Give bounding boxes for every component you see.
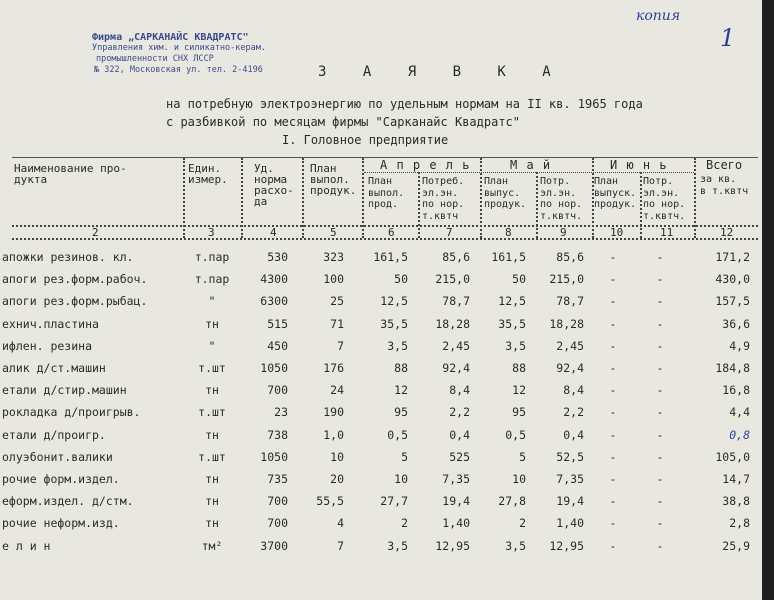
cell-unit: " (208, 294, 216, 309)
col-divider (640, 172, 642, 238)
cell-may-potr: 215,0 (549, 272, 584, 287)
cell-total: 105,0 (715, 449, 750, 464)
col-divider (302, 158, 304, 238)
cell-jun-plan: - (609, 449, 617, 464)
cell-name: олуэбонит.валики (2, 449, 113, 464)
header-apr-plan: План выпол. прод. (368, 176, 405, 210)
col-number: 11 (660, 226, 674, 239)
cell-unit: тн (205, 494, 219, 509)
cell-name: рочие форм.издел. (2, 472, 120, 486)
col-number: 2 (92, 226, 99, 239)
cell-total: 4,4 (729, 405, 750, 420)
cell-total: 4,9 (729, 338, 750, 353)
cell-apr-plan: 35,5 (380, 316, 408, 331)
page-number: 1 (720, 24, 736, 52)
cell-may-plan: 3,5 (505, 338, 526, 353)
cell-norm: 735 (267, 472, 288, 486)
cell-name: апожки резинов. кл. (2, 250, 134, 264)
cell-plan: 323 (323, 250, 344, 264)
cell-name: е л и н (2, 538, 51, 553)
cell-apr-plan: 161,5 (373, 250, 408, 264)
cell-name: ехнич.пластина (2, 316, 99, 331)
cell-name: рочие неформ.изд. (2, 516, 120, 531)
cell-may-plan: 12 (512, 383, 526, 398)
cell-norm: 738 (267, 427, 288, 442)
cell-jun-plan: - (609, 405, 617, 420)
stamp-line-4: № 322, Московская ул. тел. 2-4196 (94, 65, 263, 75)
cell-apr-plan: 3,5 (387, 338, 408, 353)
cell-apr-plan: 10 (394, 472, 408, 486)
col-number: 5 (330, 226, 337, 239)
cell-total: 157,5 (715, 294, 750, 309)
header-june: И ю н ь (610, 158, 668, 172)
col-number: 9 (560, 226, 567, 239)
cell-jun-plan: - (609, 516, 617, 531)
col-divider (536, 172, 538, 238)
cell-norm: 700 (267, 494, 288, 509)
cell-may-potr: 18,28 (549, 316, 584, 331)
cell-unit: т.шт (198, 361, 226, 375)
cell-may-plan: 10 (512, 472, 526, 486)
cell-plan: 24 (330, 383, 344, 398)
cell-plan: 25 (330, 294, 344, 309)
cell-jun-plan: - (609, 538, 617, 553)
header-plan: План выпол. продук. (310, 162, 357, 197)
cell-name: апоги рез.форм.рабоч. (2, 272, 148, 287)
cell-apr-potr: 2,2 (449, 405, 470, 420)
cell-apr-plan: 5 (401, 449, 408, 464)
cell-jun-plan: - (609, 494, 617, 509)
cell-jun-potr: - (656, 361, 664, 375)
cell-total: 430,0 (715, 272, 750, 287)
subtitle-line-2: с разбивкой по месяцам фирмы "Сарканайс Квадратс" (166, 115, 521, 129)
col-divider (183, 158, 185, 238)
col-number: 12 (720, 226, 734, 239)
cell-may-plan: 27,8 (498, 494, 526, 509)
cell-apr-plan: 88 (394, 361, 408, 375)
cell-name: ифлен. резина (2, 338, 93, 353)
cell-jun-plan: - (609, 427, 617, 442)
cell-jun-potr: - (656, 449, 664, 464)
cell-may-potr: 92,4 (556, 361, 584, 375)
cell-norm: 515 (267, 316, 288, 331)
cell-apr-potr: 7,35 (442, 472, 470, 486)
cell-name: алик д/ст.машин (2, 361, 106, 375)
header-name: Наименование про- дукта (14, 162, 127, 186)
cell-may-potr: 78,7 (556, 294, 584, 309)
cell-may-potr: 85,6 (556, 250, 584, 264)
cell-name: етали д/стир.машин (2, 383, 127, 398)
cell-norm: 1050 (260, 449, 288, 464)
cell-may-plan: 50 (512, 272, 526, 287)
cell-apr-potr: 215,0 (435, 272, 470, 287)
cell-total: 38,8 (722, 494, 750, 509)
cell-apr-plan: 3,5 (387, 538, 408, 553)
cell-jun-potr: - (656, 516, 664, 531)
cell-apr-potr: 0,4 (449, 427, 470, 442)
header-unit: Един. измер. (188, 162, 228, 186)
cell-jun-plan: - (609, 250, 617, 264)
header-may: М а й (510, 158, 552, 172)
cell-unit: тн (205, 427, 219, 442)
cell-may-plan: 3,5 (505, 538, 526, 553)
cell-may-plan: 0,5 (505, 427, 526, 442)
cell-apr-plan: 27,7 (380, 494, 408, 509)
cell-norm: 3700 (260, 538, 288, 553)
cell-norm: 450 (267, 338, 288, 353)
cell-may-potr: 2,2 (563, 405, 584, 420)
scan-edge (762, 0, 774, 600)
cell-may-potr: 52,5 (556, 449, 584, 464)
cell-total: 184,8 (715, 361, 750, 375)
cell-plan: 100 (323, 272, 344, 287)
col-number: 4 (270, 226, 277, 239)
cell-plan: 71 (330, 316, 344, 331)
cell-jun-potr: - (656, 494, 664, 509)
cell-unit: тн (205, 383, 219, 398)
cell-may-plan: 161,5 (491, 250, 526, 264)
header-may-potr: Потр. эл.эн. по нор. т.квтч. (540, 176, 583, 222)
cell-unit: т.пар (194, 250, 230, 264)
cell-apr-potr: 78,7 (442, 294, 470, 309)
cell-unit: т.шт (198, 405, 226, 420)
cell-may-plan: 95 (512, 405, 526, 420)
cell-jun-plan: - (609, 383, 617, 398)
header-apr-potr: Потреб. эл.эн. по нор. т.квтч (422, 176, 465, 222)
cell-plan: 7 (337, 338, 344, 353)
cell-jun-potr: - (656, 338, 664, 353)
col-divider (362, 158, 364, 238)
cell-jun-potr: - (656, 427, 664, 442)
cell-jun-plan: - (609, 338, 617, 353)
cell-total: 0,8 (729, 427, 750, 442)
cell-apr-plan: 95 (394, 405, 408, 420)
cell-unit: т.пар (194, 272, 230, 287)
cell-apr-potr: 18,28 (435, 316, 470, 331)
month-underline (364, 172, 694, 173)
cell-plan: 55,5 (316, 494, 344, 509)
cell-jun-potr: - (656, 383, 664, 398)
header-jun-plan: План выпуск. продук. (594, 176, 637, 210)
header-may-plan: План выпус. продук. (484, 176, 527, 210)
cell-total: 16,8 (722, 383, 750, 398)
cell-plan: 20 (330, 472, 344, 486)
cell-may-potr: 12,95 (549, 538, 584, 553)
header-total-sub: за кв. в т.квтч (700, 174, 749, 197)
cell-apr-potr: 2,45 (442, 338, 470, 353)
header-rule (12, 225, 758, 227)
cell-unit: т.шт (198, 449, 226, 464)
cell-name: рокладка д/проигрыв. (2, 405, 141, 420)
cell-total: 2,8 (729, 516, 750, 531)
stamp-line-3: промышленности СНХ ЛССР (96, 54, 214, 64)
cell-norm: 700 (267, 516, 288, 531)
cell-unit: тн (205, 472, 219, 486)
header-jun-potr: Потр. эл.эн. по нор. т.квтч. (643, 176, 686, 222)
subtitle-line-1: на потребную электроэнергию по удельным нормам на II кв. 1965 года (166, 97, 643, 111)
cell-plan: 7 (337, 538, 344, 553)
cell-jun-plan: - (609, 361, 617, 375)
cell-may-plan: 5 (519, 449, 526, 464)
header-total: Всего (706, 158, 743, 172)
cell-apr-plan: 12 (394, 383, 408, 398)
cell-apr-potr: 525 (449, 449, 470, 464)
cell-name: етали д/проигр. (2, 427, 106, 442)
cell-unit: тм² (201, 538, 223, 553)
col-divider (694, 158, 696, 238)
header-norm: Уд. норма расхо- да (254, 162, 294, 208)
cell-norm: 23 (274, 405, 288, 420)
cell-jun-potr: - (656, 294, 664, 309)
cell-jun-plan: - (609, 316, 617, 331)
cell-plan: 176 (323, 361, 344, 375)
cell-may-potr: 8,4 (563, 383, 584, 398)
cell-jun-potr: - (656, 250, 664, 264)
cell-unit: тн (205, 316, 219, 331)
cell-apr-plan: 2 (401, 516, 408, 531)
cell-jun-plan: - (609, 272, 617, 287)
cell-plan: 10 (330, 449, 344, 464)
stamp-line-1: Фирма „САРКАНАЙС КВАДРАТС" (92, 32, 249, 43)
document-title: З А Я В К А (318, 64, 565, 80)
col-divider (480, 158, 482, 238)
cell-apr-plan: 0,5 (387, 427, 408, 442)
cell-jun-potr: - (656, 472, 664, 486)
col-number: 7 (446, 226, 453, 239)
cell-apr-potr: 12,95 (435, 538, 470, 553)
cell-may-potr: 7,35 (556, 472, 584, 486)
cell-apr-plan: 50 (394, 272, 408, 287)
cell-jun-potr: - (656, 405, 664, 420)
cell-apr-potr: 1,40 (442, 516, 470, 531)
cell-may-plan: 2 (519, 516, 526, 531)
cell-may-potr: 0,4 (563, 427, 584, 442)
cell-apr-potr: 85,6 (442, 250, 470, 264)
cell-total: 25,9 (722, 538, 750, 553)
numbers-rule (12, 238, 758, 240)
company-stamp (92, 32, 266, 76)
cell-apr-potr: 92,4 (442, 361, 470, 375)
cell-norm: 6300 (260, 294, 288, 309)
col-number: 3 (208, 226, 215, 239)
col-number: 8 (505, 226, 512, 239)
cell-name: еформ.издел. д/стм. (2, 494, 134, 509)
cell-norm: 4300 (260, 272, 288, 287)
col-number: 6 (388, 226, 395, 239)
cell-may-potr: 1,40 (556, 516, 584, 531)
cell-plan: 1,0 (323, 427, 344, 442)
cell-apr-potr: 19,4 (442, 494, 470, 509)
cell-jun-potr: - (656, 316, 664, 331)
cell-plan: 190 (323, 405, 344, 420)
cell-unit: тн (205, 516, 219, 531)
cell-may-plan: 88 (512, 361, 526, 375)
cell-total: 14,7 (722, 472, 750, 486)
cell-total: 36,6 (722, 316, 750, 331)
cell-may-potr: 2,45 (556, 338, 584, 353)
cell-norm: 530 (267, 250, 288, 264)
cell-name: апоги рез.форм.рыбац. (2, 294, 148, 309)
col-divider (241, 158, 243, 238)
col-divider (418, 172, 420, 238)
cell-norm: 1050 (260, 361, 288, 375)
kopiya-annotation: копия (636, 8, 681, 24)
cell-jun-potr: - (656, 272, 664, 287)
cell-may-plan: 35,5 (498, 316, 526, 331)
cell-unit: " (208, 338, 216, 353)
cell-may-plan: 12,5 (498, 294, 526, 309)
cell-total: 171,2 (715, 250, 750, 264)
header-april: А п р е л ь (380, 158, 471, 172)
stamp-line-2: Управления хим. и силикатно-керам. (92, 43, 266, 53)
cell-apr-plan: 12,5 (380, 294, 408, 309)
cell-norm: 700 (267, 383, 288, 398)
cell-jun-plan: - (609, 472, 617, 486)
cell-may-potr: 19,4 (556, 494, 584, 509)
col-number: 10 (610, 226, 624, 239)
section-title: I. Головное предприятие (282, 133, 449, 147)
cell-jun-potr: - (656, 538, 664, 553)
cell-plan: 4 (337, 516, 344, 531)
cell-jun-plan: - (609, 294, 617, 309)
cell-apr-potr: 8,4 (449, 383, 470, 398)
